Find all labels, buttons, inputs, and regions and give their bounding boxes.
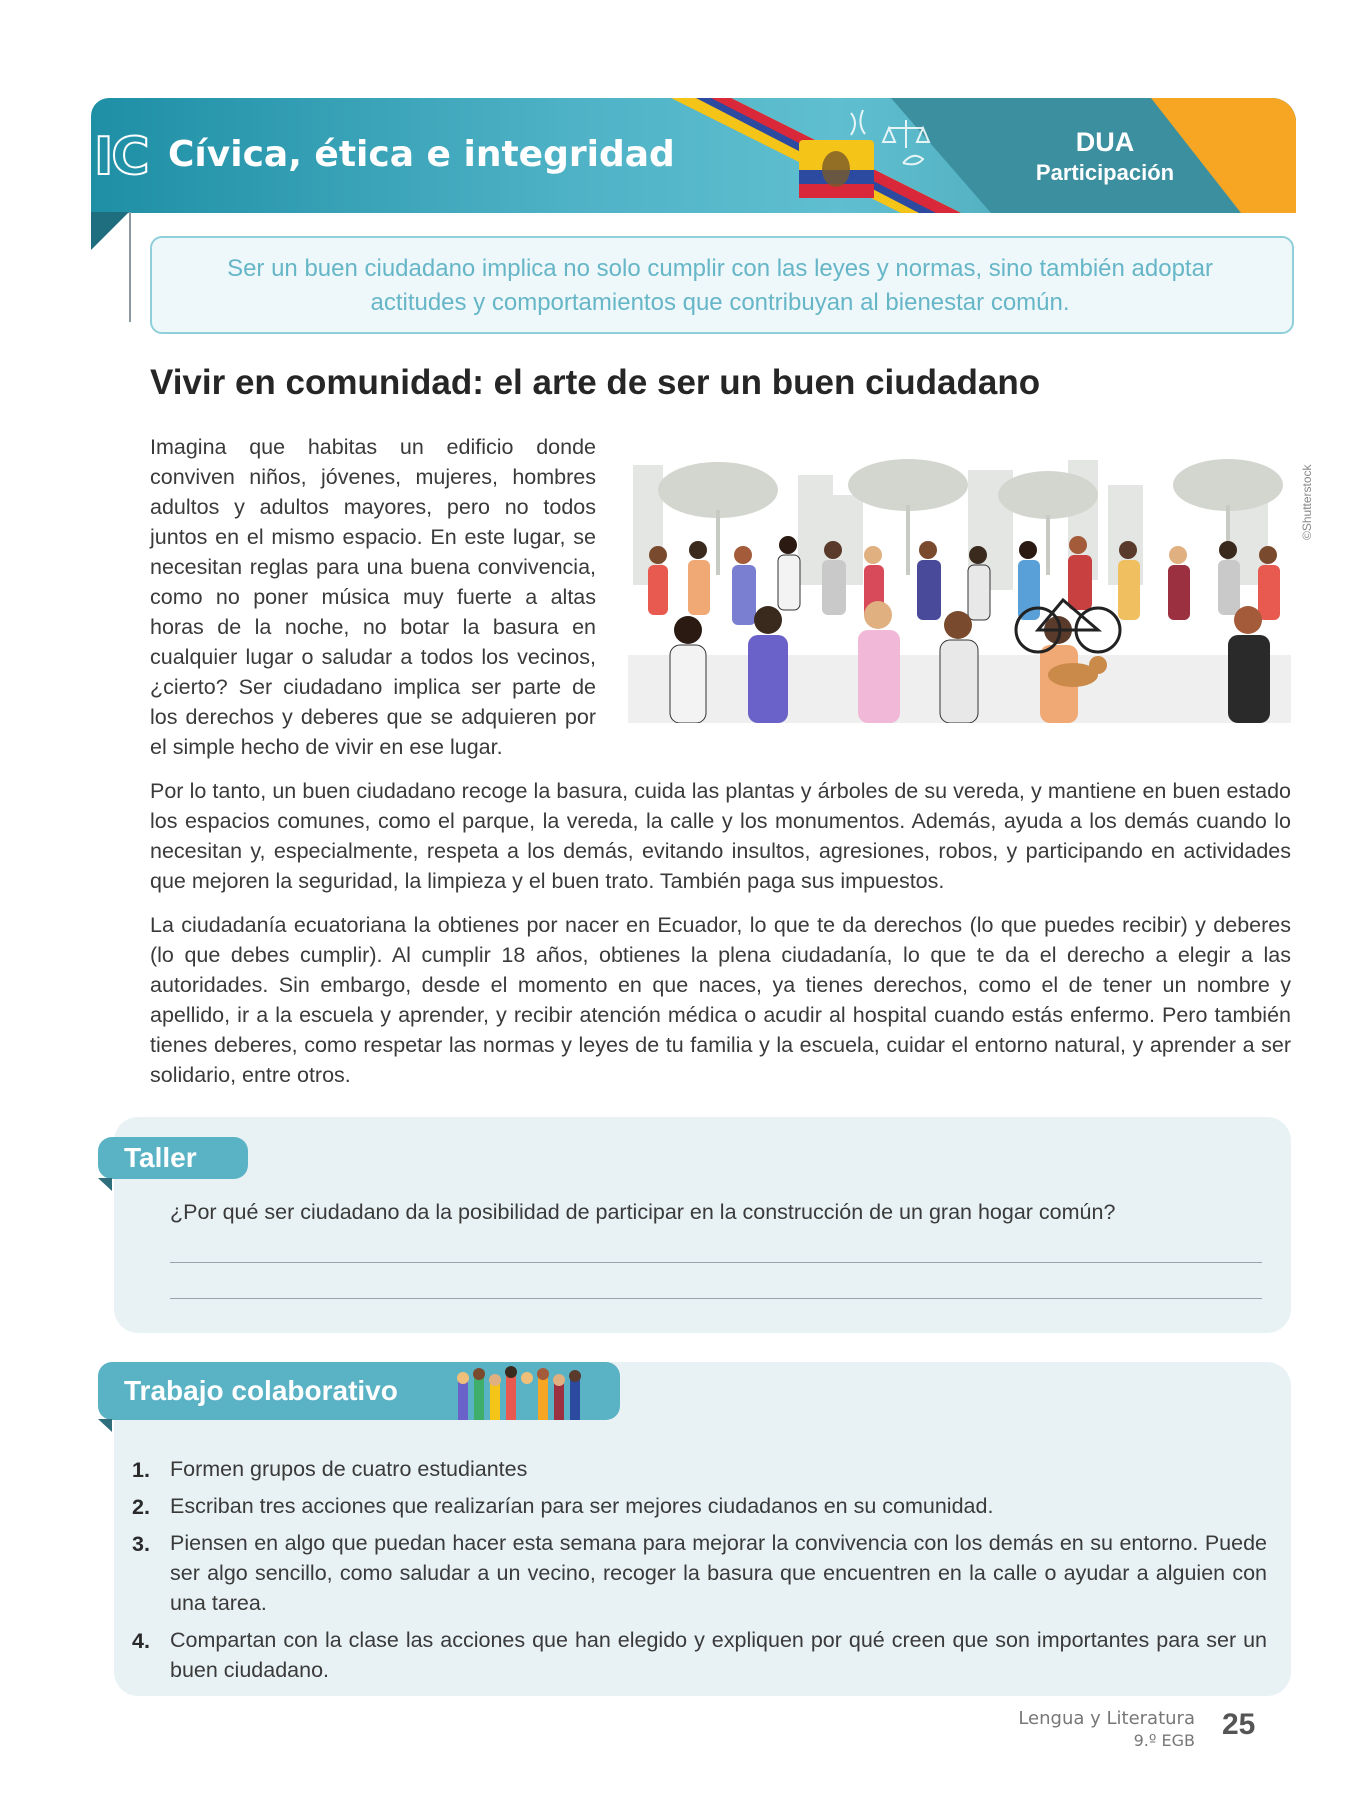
item-number: 4. [132, 1629, 150, 1653]
taller-tab-fold [98, 1178, 112, 1191]
item-text: Compartan con la clase las acciones que han elegido y expliquen por qué creen que son importantes para ser un buen ciudadano. [170, 1628, 1267, 1682]
raised-hands-icon [452, 1366, 592, 1420]
paragraph-2: Por lo tanto, un buen ciudadano recoge la basura, cuida las plantas y árboles de su vereda, y mantiene en buen estado los espacios comunes, como el parque, la vereda, la calle y los monumentos. Además, ayuda a los demás cuando lo necesitan y, especialmente, respeta a los demás, evitando insultos, agresiones, robos, y participando en actividades que mejoren la seguridad, la limpieza y el buen trato. También paga sus impuestos. [150, 779, 1291, 893]
intro-text: Ser un buen ciudadano implica no solo cumplir con las leyes y normas, sino también adoptar actitudes y comportamientos que contribuyan al bienestar común. [227, 255, 1213, 316]
banner-fold [91, 212, 129, 250]
ic-logo: IC [94, 127, 148, 187]
section-title: Cívica, ética e integridad [168, 134, 675, 175]
side-rule [129, 212, 131, 322]
item-number: 1. [132, 1458, 150, 1482]
dua-badge-subtitle: Participación [1035, 160, 1175, 185]
taller-tab: Taller [98, 1137, 248, 1179]
taller-question: ¿Por qué ser ciudadano da la posibilidad de participar en la construcción de un gran hogar común? [170, 1200, 1116, 1224]
item-text: Piensen en algo que puedan hacer esta semana para mejorar la convivencia con los demás en su entorno. Puede ser algo sencillo, como saludar a un vecino, recoger la basura que encuentren en la calle o ayudar a alguien con una tarea. [170, 1531, 1267, 1615]
answer-line[interactable] [170, 1298, 1262, 1299]
item-text: Escriban tres acciones que realizarían para ser mejores ciudadanos en su comunidad. [170, 1494, 994, 1518]
answer-line[interactable] [170, 1262, 1262, 1263]
image-credit: ©Shutterstock [1300, 464, 1314, 540]
trabajo-tab-label: Trabajo colaborativo [124, 1375, 398, 1406]
footer-grade: 9.º EGB [1133, 1731, 1195, 1750]
item-number: 3. [132, 1532, 150, 1556]
paragraph-3: La ciudadanía ecuatoriana la obtienes por nacer en Ecuador, lo que te da derechos (lo que puedes recibir) y deberes (lo que debes cumplir). Al cumplir 18 años, obtienes la plena ciudadanía, lo que te da el derecho a elegir a las autoridades. Sin embargo, desde el momento en que naces, ya tienes derechos, como el de tener un nombre y apellido, ir a la escuela y aprender, y recibir atención médica o acudir al hospital cuando estás enfermo. Pero también tienes deberes, como respetar las normas y leyes de tu familia y la escuela, cuidar el entorno natural, y aprender a ser solidario, entre otros. [150, 913, 1291, 1087]
dua-badge-title: DUA [1075, 127, 1135, 157]
page-heading: Vivir en comunidad: el arte de ser un buen ciudadano [150, 363, 1041, 402]
page-number: 25 [1222, 1708, 1256, 1741]
item-text: Formen grupos de cuatro estudiantes [170, 1457, 528, 1481]
item-number: 2. [132, 1495, 150, 1519]
paragraph-1: Imagina que habitas un edificio donde conviven niños, jóvenes, mujeres, hombres adultos y adultos mayores, pero no todos juntos en el mismo espacio. En este lugar, se necesitan reglas para una buena convivencia, como no poner música muy fuerte a altas horas de la noche, no botar la basura en cualquier lugar o saludar a todos los vecinos, ¿cierto? Ser ciudadano implica ser parte de los derechos y deberes que se adquieren por el simple hecho de vivir en ese lugar. [150, 435, 596, 759]
trabajo-tab-fold [98, 1419, 112, 1432]
taller-panel [114, 1117, 1291, 1333]
community-illustration [628, 455, 1291, 723]
footer-subject: Lengua y Literatura [1018, 1708, 1195, 1729]
